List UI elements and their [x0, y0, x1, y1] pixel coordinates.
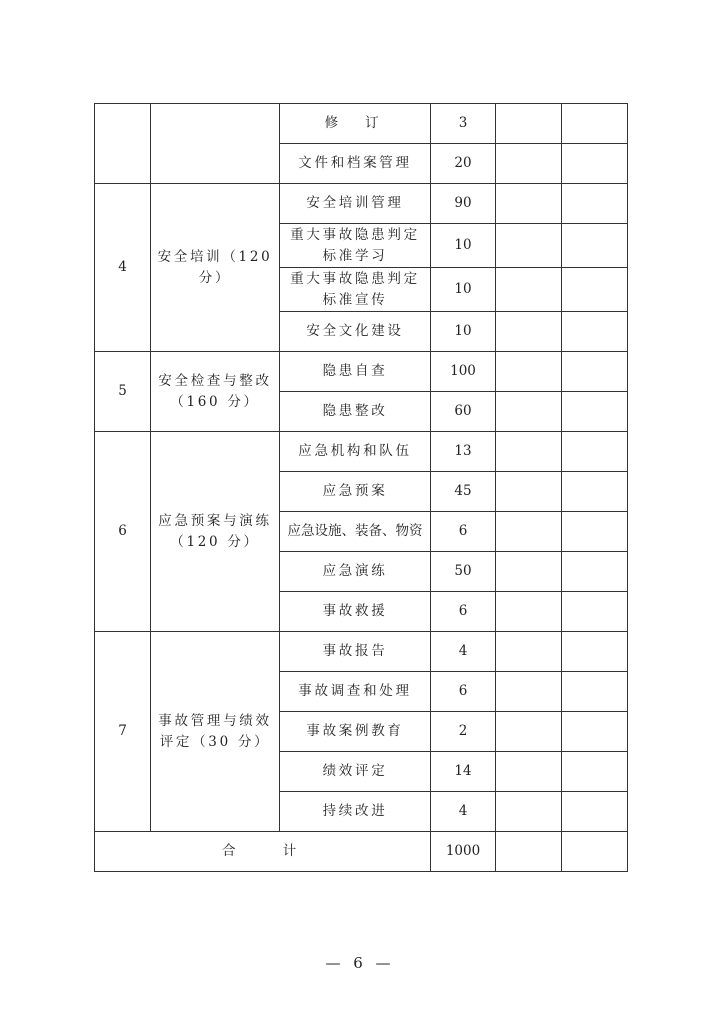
item-name-cell: 应急预案 [280, 472, 431, 512]
blank-cell [562, 392, 628, 432]
blank-cell [496, 832, 562, 872]
blank-cell [496, 352, 562, 392]
blank-cell [562, 224, 628, 268]
section-number-cell: 7 [95, 632, 151, 832]
blank-cell [496, 552, 562, 592]
blank-cell [496, 312, 562, 352]
item-name-cell: 应急设施、装备、物资 [280, 512, 431, 552]
item-name-cell: 应急机构和队伍 [280, 432, 431, 472]
blank-cell [496, 712, 562, 752]
blank-cell [562, 104, 628, 144]
table-row [95, 632, 628, 672]
category-cell [151, 104, 280, 184]
category-cell: 应急预案与演练（120 分） [151, 432, 280, 632]
blank-cell [496, 392, 562, 432]
blank-cell [562, 752, 628, 792]
item-name-cell: 重大事故隐患判定标准宣传 [280, 268, 431, 312]
score-cell: 10 [431, 268, 496, 312]
table-row [95, 352, 628, 392]
blank-cell [562, 512, 628, 552]
blank-cell [496, 792, 562, 832]
section-number-cell: 5 [95, 352, 151, 432]
score-cell: 50 [431, 552, 496, 592]
section-number-cell: 6 [95, 432, 151, 632]
item-name-cell: 安全培训管理 [280, 184, 431, 224]
blank-cell [496, 752, 562, 792]
table-row [95, 104, 628, 144]
blank-cell [562, 592, 628, 632]
table-row [95, 184, 628, 224]
total-score: 1000 [431, 832, 496, 872]
blank-cell [562, 432, 628, 472]
blank-cell [562, 552, 628, 592]
section-number-cell: 4 [95, 184, 151, 352]
item-name-cell: 事故案例教育 [280, 712, 431, 752]
blank-cell [562, 144, 628, 184]
table-row [95, 432, 628, 472]
score-cell: 2 [431, 712, 496, 752]
blank-cell [562, 672, 628, 712]
score-cell: 10 [431, 312, 496, 352]
total-label: 合 计 [95, 832, 431, 872]
item-name-cell: 重大事故隐患判定标准学习 [280, 224, 431, 268]
category-cell: 安全检查与整改（160 分） [151, 352, 280, 432]
score-cell: 10 [431, 224, 496, 268]
item-name-cell: 修 订 [280, 104, 431, 144]
section-number-cell [95, 104, 151, 184]
score-cell: 6 [431, 592, 496, 632]
item-name-cell: 应急演练 [280, 552, 431, 592]
blank-cell [496, 144, 562, 184]
item-name-cell: 文件和档案管理 [280, 144, 431, 184]
item-name-cell: 事故调查和处理 [280, 672, 431, 712]
score-cell: 60 [431, 392, 496, 432]
total-row [95, 832, 628, 872]
blank-cell [496, 592, 562, 632]
blank-cell [562, 632, 628, 672]
blank-cell [496, 632, 562, 672]
item-name-cell: 安全文化建设 [280, 312, 431, 352]
blank-cell [496, 184, 562, 224]
score-cell: 13 [431, 432, 496, 472]
score-cell: 45 [431, 472, 496, 512]
blank-cell [496, 104, 562, 144]
score-table [94, 103, 628, 872]
blank-cell [562, 184, 628, 224]
score-cell: 3 [431, 104, 496, 144]
blank-cell [562, 312, 628, 352]
blank-cell [496, 672, 562, 712]
blank-cell [496, 512, 562, 552]
item-name-cell: 持续改进 [280, 792, 431, 832]
blank-cell [562, 268, 628, 312]
item-name-cell: 隐患整改 [280, 392, 431, 432]
item-name-cell: 绩效评定 [280, 752, 431, 792]
blank-cell [496, 472, 562, 512]
score-cell: 6 [431, 512, 496, 552]
blank-cell [562, 832, 628, 872]
item-name-cell: 事故救援 [280, 592, 431, 632]
score-cell: 100 [431, 352, 496, 392]
category-cell: 安全培训（120 分） [151, 184, 280, 352]
blank-cell [562, 792, 628, 832]
blank-cell [496, 268, 562, 312]
score-cell: 90 [431, 184, 496, 224]
blank-cell [562, 352, 628, 392]
blank-cell [562, 472, 628, 512]
blank-cell [562, 712, 628, 752]
blank-cell [496, 432, 562, 472]
item-name-cell: 隐患自查 [280, 352, 431, 392]
score-cell: 4 [431, 632, 496, 672]
score-cell: 4 [431, 792, 496, 832]
blank-cell [496, 224, 562, 268]
page-number: — 6 — [325, 954, 395, 972]
score-cell: 14 [431, 752, 496, 792]
item-name-cell: 事故报告 [280, 632, 431, 672]
category-cell: 事故管理与绩效评定（30 分） [151, 632, 280, 832]
score-cell: 6 [431, 672, 496, 712]
score-cell: 20 [431, 144, 496, 184]
